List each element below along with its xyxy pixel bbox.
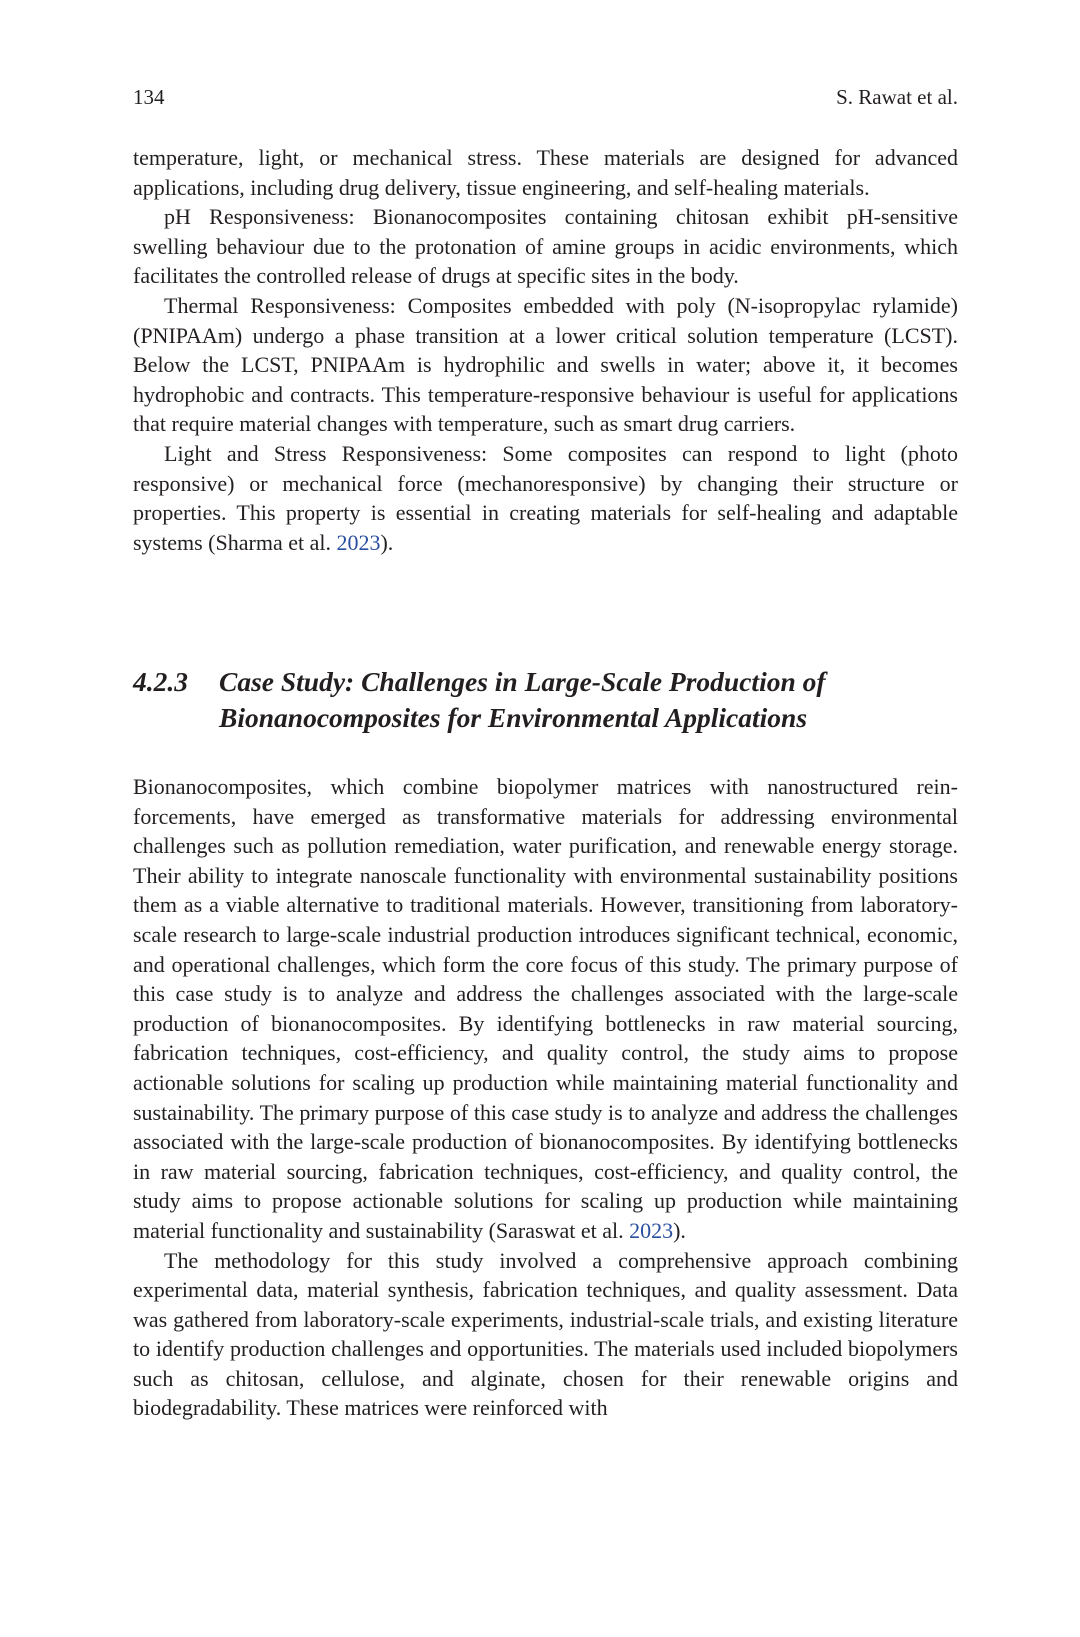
section-title: Case Study: Challenges in Large-Scale Production of Bionanocomposites for Environmental Applications (219, 666, 826, 733)
paragraph-text-end: ). (673, 1217, 686, 1243)
section-number: 4.2.3 (133, 666, 188, 697)
paragraph-text: Light and Stress Responsiveness: Some composites can respond to light (photo responsive) or mechanical force (mechanoresponsive) by changing their structure or properties. This property is essential in creating materials for self-healing and adaptable systems (Sharma et al. (133, 440, 958, 555)
paragraph-light-stress-responsiveness (133, 439, 958, 557)
running-head-authors: S. Rawat et al. (836, 85, 958, 109)
citation-link[interactable]: 2023 (336, 529, 381, 555)
paragraph-text-end: ). (380, 529, 394, 555)
paragraph-thermal-responsiveness: Thermal Responsiveness: Composites embedded with poly (N-isopropylac rylamide) (PNIPAAm) undergo a phase transition at a lower critical solution temperature (LCST). Below the LCST, PNIPAAm is hydrophilic and swells in water; above it, it becomes hydrophobic and contracts. This temperature-responsive behaviour is useful for applications that require material changes with temperature, such as smart drug carriers. (133, 292, 958, 437)
paragraph-methodology: The methodology for this study involved a comprehensive approach combining experimental data, material synthesis, fabrication techniques, and quality assessment. Data was gathered from laboratory-scale experiments, industrial-scale trials, and existing literature to identify production challenges and opportunities. The materials used included biopolymers such as chitosan, cellulose, and alginate, chosen for their renewable origins and biodegradability. These matrices were reinforced with (133, 1247, 958, 1421)
top-text-block (133, 143, 958, 557)
paragraph-continuation: temperature, light, or mechanical stress. These materials are designed for advanced applications, including drug delivery, tissue engineering, and self-healing materials. (133, 145, 958, 200)
page-number: 134 (133, 85, 165, 109)
paragraph-introduction (133, 772, 958, 1246)
citation-link[interactable]: 2023 (629, 1217, 674, 1243)
paragraph-text: Bionanocomposites, which combine biopolymer matrices with nanostructured reinforcements, have emerged as transformative materials for addressing environmental challenges such as pollution remediation, water purification, and renewable energy storage. Their ability to integrate nanoscale functionality with environmental sustainability positions them as a viable alternative to traditional materials. However, transitioning from laboratory-scale research to large-scale industrial production introduces significant technical, economic, and operational challenges, which form the core focus of this study. The primary purpose of this case study is to analyze and address the challenges associated with the large-scale production of bionanocomposites. By identifying bottlenecks in raw material sourcing, fabrication techniques, cost-efficiency, and quality control, the study aims to propose actionable solutions for scaling up production while maintaining material functionality and sustainability. The primary purpose of this case study is to analyze and address the challenges associated with the large-scale production of bionanocomposites. By identifying bottlenecks in raw material sourcing, fabrication techniques, cost-efficiency, and quality control, the study aims to propose actionable solutions for scaling up production while maintaining material functionality and sustainability (Saraswat et al. (133, 774, 958, 1243)
paragraph-ph-responsiveness: pH Responsiveness: Bionanocomposites containing chitosan exhibit pH-sensitive swelling behaviour due to the protonation of amine groups in acidic environments, which facilitates the controlled release of drugs at specific sites in the body. (133, 204, 958, 289)
body-text-block (133, 772, 958, 1423)
